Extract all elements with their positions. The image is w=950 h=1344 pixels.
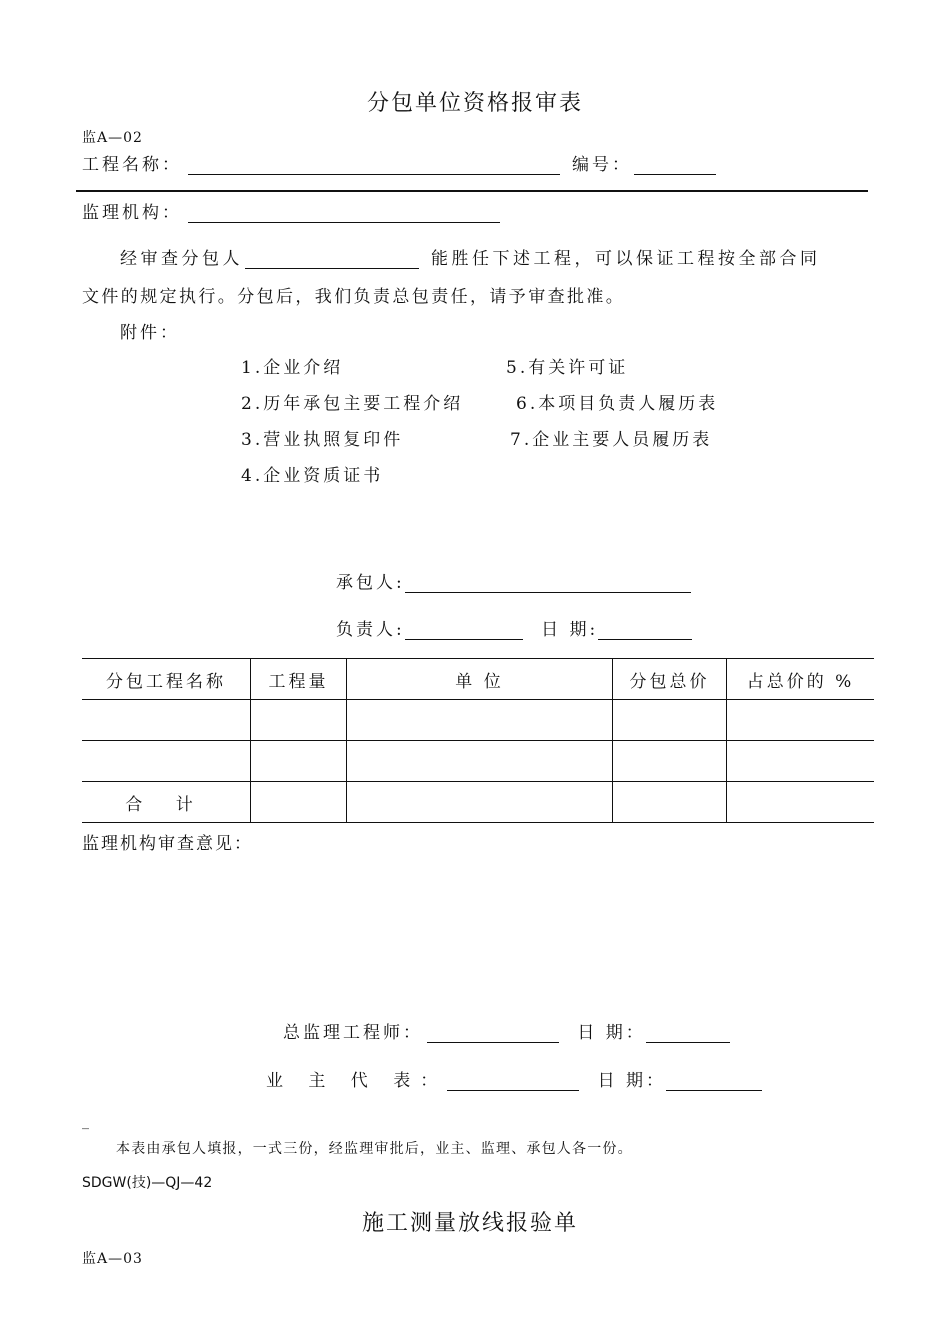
paragraph-text-part1: 经审查分包人 bbox=[120, 249, 243, 269]
table-cell[interactable] bbox=[727, 782, 875, 823]
owner-rep-field[interactable] bbox=[447, 1072, 579, 1091]
attachment-item: 7.企业主要人员履历表 bbox=[510, 430, 713, 450]
attachment-item: 1.企业介绍 bbox=[241, 358, 344, 378]
table-header-cell: 占总价的 % bbox=[727, 659, 875, 700]
owner-rep-label: 业 主 代 表： bbox=[266, 1071, 448, 1091]
table-cell[interactable] bbox=[82, 741, 251, 782]
table-total-row bbox=[82, 782, 874, 823]
owner-rep-row bbox=[266, 1066, 762, 1091]
supervisor-org-label: 监理机构： bbox=[82, 203, 182, 223]
table-cell[interactable] bbox=[727, 700, 875, 741]
table-cell[interactable] bbox=[347, 782, 613, 823]
table-cell[interactable] bbox=[347, 700, 613, 741]
attachment-item: 5.有关许可证 bbox=[506, 358, 629, 378]
table-cell[interactable] bbox=[613, 700, 727, 741]
table-cell[interactable] bbox=[613, 782, 727, 823]
number-row bbox=[572, 150, 716, 175]
form-title: 分包单位资格报审表 bbox=[366, 91, 583, 116]
number-label: 编号： bbox=[572, 155, 632, 175]
table-cell[interactable] bbox=[82, 700, 251, 741]
paragraph-text-part2: 能胜任下述工程，可以保证工程按全部合同 bbox=[431, 249, 821, 269]
table-row bbox=[82, 700, 874, 741]
date-field[interactable] bbox=[666, 1072, 762, 1091]
project-name-row bbox=[82, 150, 560, 175]
date-label: 日 期: bbox=[541, 620, 599, 640]
form-code: 监A—02 bbox=[82, 130, 143, 146]
table-cell[interactable] bbox=[251, 782, 347, 823]
responsible-field[interactable] bbox=[405, 621, 523, 640]
date-field[interactable] bbox=[646, 1024, 730, 1043]
table-cell[interactable] bbox=[613, 741, 727, 782]
attachment-item: 2.历年承包主要工程介绍 bbox=[241, 394, 464, 414]
date-label: 日 期： bbox=[577, 1023, 646, 1043]
number-field[interactable] bbox=[634, 156, 716, 175]
table-cell[interactable] bbox=[251, 700, 347, 741]
table-header-row bbox=[82, 659, 874, 700]
chief-engineer-field[interactable] bbox=[427, 1024, 559, 1043]
footer-code: SDGW(技)—QJ—42 bbox=[82, 1175, 213, 1191]
table-cell[interactable] bbox=[251, 741, 347, 782]
subcontractor-field[interactable] bbox=[245, 250, 419, 269]
dash-mark: _ bbox=[82, 1114, 90, 1130]
contractor-field[interactable] bbox=[405, 574, 691, 593]
table-header-cell: 单 位 bbox=[347, 659, 613, 700]
table-header-cell: 工程量 bbox=[251, 659, 347, 700]
date-label: 日 期： bbox=[597, 1071, 667, 1091]
approval-paragraph-line2: 文件的规定执行。分包后，我们负责总包责任，请予审查批准。 bbox=[82, 287, 626, 307]
date-field[interactable] bbox=[598, 621, 692, 640]
supervisor-opinion-label: 监理机构审查意见： bbox=[82, 834, 253, 854]
contractor-label: 承包人: bbox=[336, 573, 405, 593]
project-name-field[interactable] bbox=[188, 156, 560, 175]
attachment-item: 6.本项目负责人履历表 bbox=[516, 394, 719, 414]
responsible-row bbox=[336, 615, 692, 640]
table-cell[interactable] bbox=[347, 741, 613, 782]
approval-paragraph-line1 bbox=[120, 244, 821, 269]
supervisor-org-row bbox=[82, 198, 500, 223]
attachment-item: 4.企业资质证书 bbox=[241, 466, 384, 486]
attachment-item: 3.营业执照复印件 bbox=[241, 430, 404, 450]
header-divider bbox=[76, 190, 868, 192]
project-name-label: 工程名称： bbox=[82, 155, 182, 175]
form2-code: 监A—03 bbox=[82, 1251, 143, 1267]
chief-engineer-row bbox=[283, 1018, 730, 1043]
responsible-label: 负责人: bbox=[336, 620, 405, 640]
table-cell[interactable] bbox=[727, 741, 875, 782]
subcontract-table bbox=[82, 658, 874, 823]
form2-title: 施工测量放线报验单 bbox=[361, 1211, 578, 1236]
total-label: 合 计 bbox=[82, 782, 251, 823]
table-header-cell: 分包总价 bbox=[613, 659, 727, 700]
contractor-row bbox=[336, 568, 691, 593]
table-row bbox=[82, 741, 874, 782]
table-header-cell: 分包工程名称 bbox=[82, 659, 251, 700]
attachments-label: 附件： bbox=[120, 323, 180, 343]
supervisor-org-field[interactable] bbox=[188, 204, 500, 223]
form-note: 本表由承包人填报，一式三份，经监理审批后，业主、监理、承包人各一份。 bbox=[116, 1141, 633, 1157]
chief-engineer-label: 总监理工程师： bbox=[283, 1023, 423, 1043]
